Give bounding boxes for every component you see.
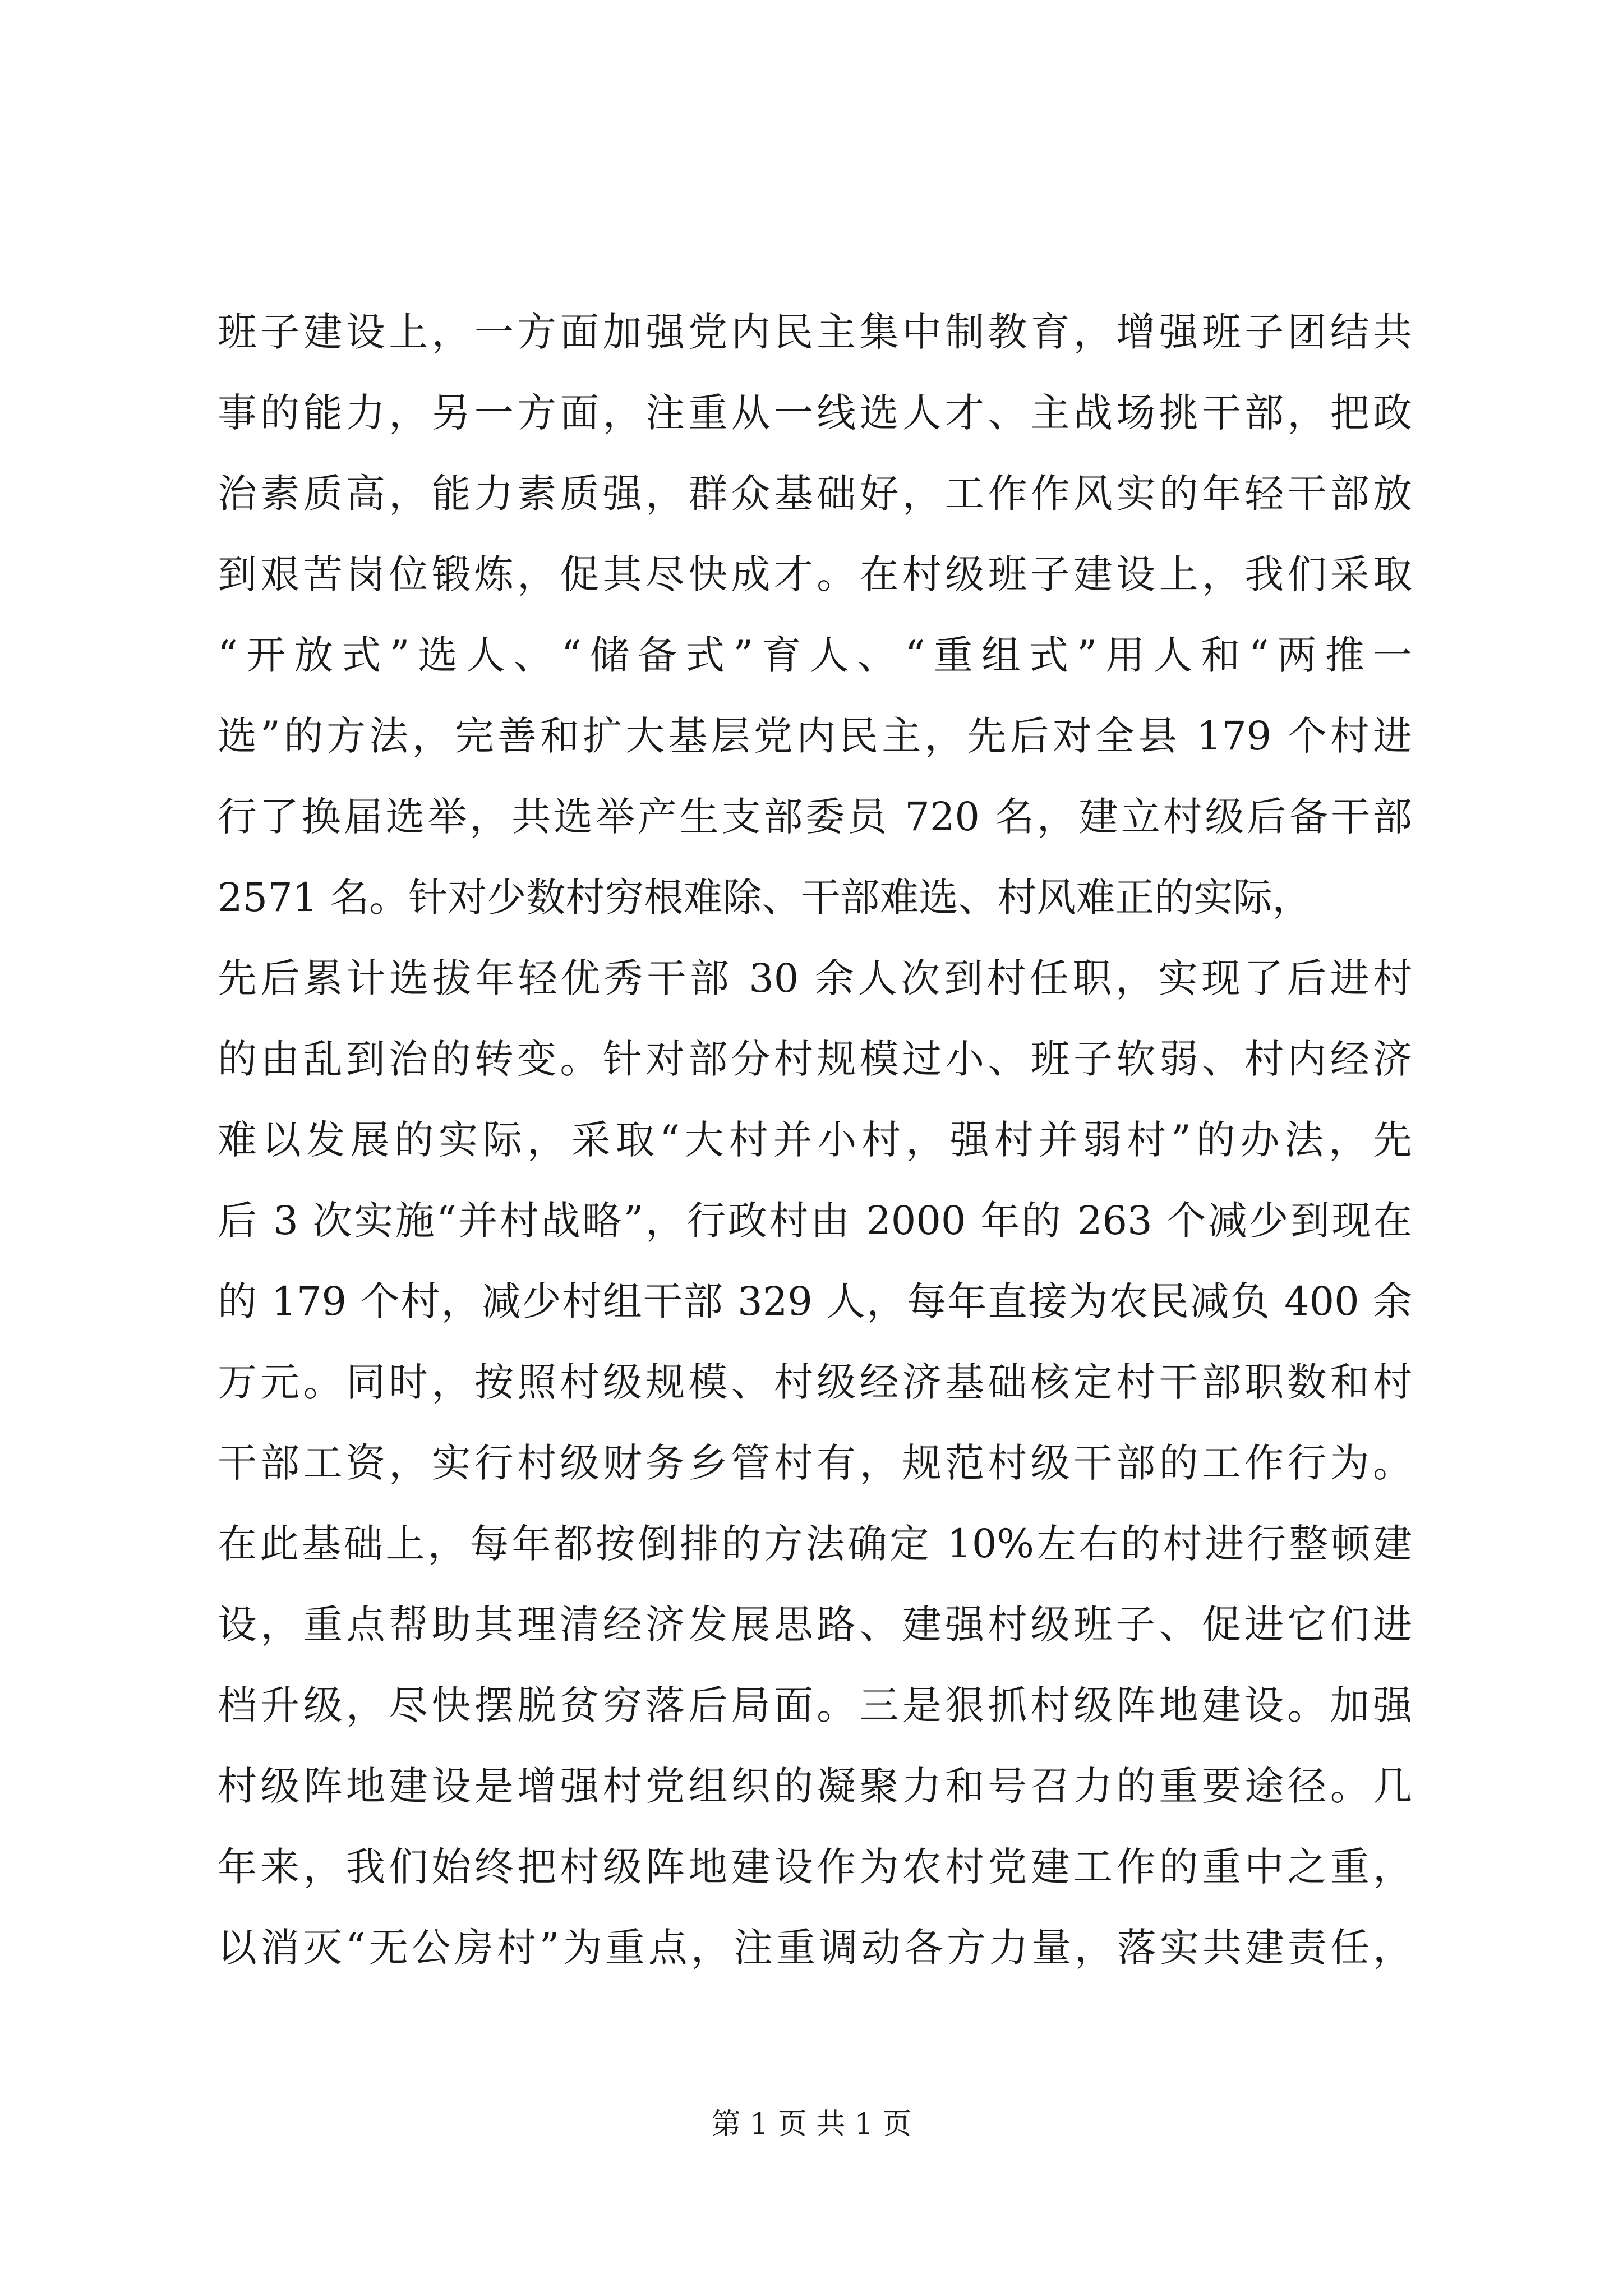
text-line: 治素质高，能力素质强，群众基础好，工作作风实的年轻干部放 bbox=[218, 471, 1412, 517]
text-line: 选”的方法，完善和扩大基层党内民主，先后对全县 179 个村进 bbox=[218, 713, 1412, 759]
text-line: 万元。同时，按照村级规模、村级经济基础核定村干部职数和村 bbox=[218, 1359, 1412, 1405]
text-line: “开放式”选人、“储备式”育人、“重组式”用人和“两推一 bbox=[218, 632, 1412, 678]
text-line: 2571 名。针对少数村穷根难除、干部难选、村风难正的实际， bbox=[218, 875, 1312, 921]
text-line: 的由乱到治的转变。针对部分村规模过小、班子软弱、村内经济 bbox=[218, 1036, 1412, 1082]
text-line: 村级阵地建设是增强村党组织的凝聚力和号召力的重要途径。几 bbox=[218, 1763, 1412, 1809]
text-line: 行了换届选举，共选举产生支部委员 720 名，建立村级后备干部 bbox=[218, 794, 1412, 840]
page-footer bbox=[0, 2105, 1623, 2144]
text-line: 干部工资，实行村级财务乡管村有，规范村级干部的工作行为。 bbox=[218, 1440, 1412, 1486]
text-line: 在此基础上，每年都按倒排的方法确定 10%左右的村进行整顿建 bbox=[218, 1521, 1412, 1567]
text-line: 先后累计选拔年轻优秀干部 30 余人次到村任职，实现了后进村 bbox=[218, 955, 1412, 1001]
text-line: 班子建设上，一方面加强党内民主集中制教育，增强班子团结共 bbox=[218, 309, 1412, 355]
text-line: 设，重点帮助其理清经济发展思路、建强村级班子、促进它们进 bbox=[218, 1602, 1412, 1648]
text-line: 到艰苦岗位锻炼，促其尽快成才。在村级班子建设上，我们采取 bbox=[218, 551, 1412, 597]
page-number-label: 第 1 页 共 1 页 bbox=[711, 2108, 912, 2141]
text-line: 以消灭“无公房村”为重点，注重调动各方力量，落实共建责任， bbox=[218, 1925, 1412, 1971]
text-line: 年来，我们始终把村级阵地建设作为农村党建工作的重中之重， bbox=[218, 1844, 1412, 1890]
text-line: 后 3 次实施“并村战略”，行政村由 2000 年的 263 个减少到现在 bbox=[218, 1198, 1412, 1244]
text-line: 难以发展的实际，采取“大村并小村，强村并弱村”的办法，先 bbox=[218, 1117, 1412, 1163]
text-line: 档升级，尽快摆脱贫穷落后局面。三是狠抓村级阵地建设。加强 bbox=[218, 1682, 1412, 1728]
text-line: 事的能力，另一方面，注重从一线选人才、主战场挑干部，把政 bbox=[218, 390, 1412, 436]
text-line: 的 179 个村，减少村组干部 329 人，每年直接为农民减负 400 余 bbox=[218, 1278, 1412, 1324]
body-text bbox=[218, 292, 1412, 1988]
